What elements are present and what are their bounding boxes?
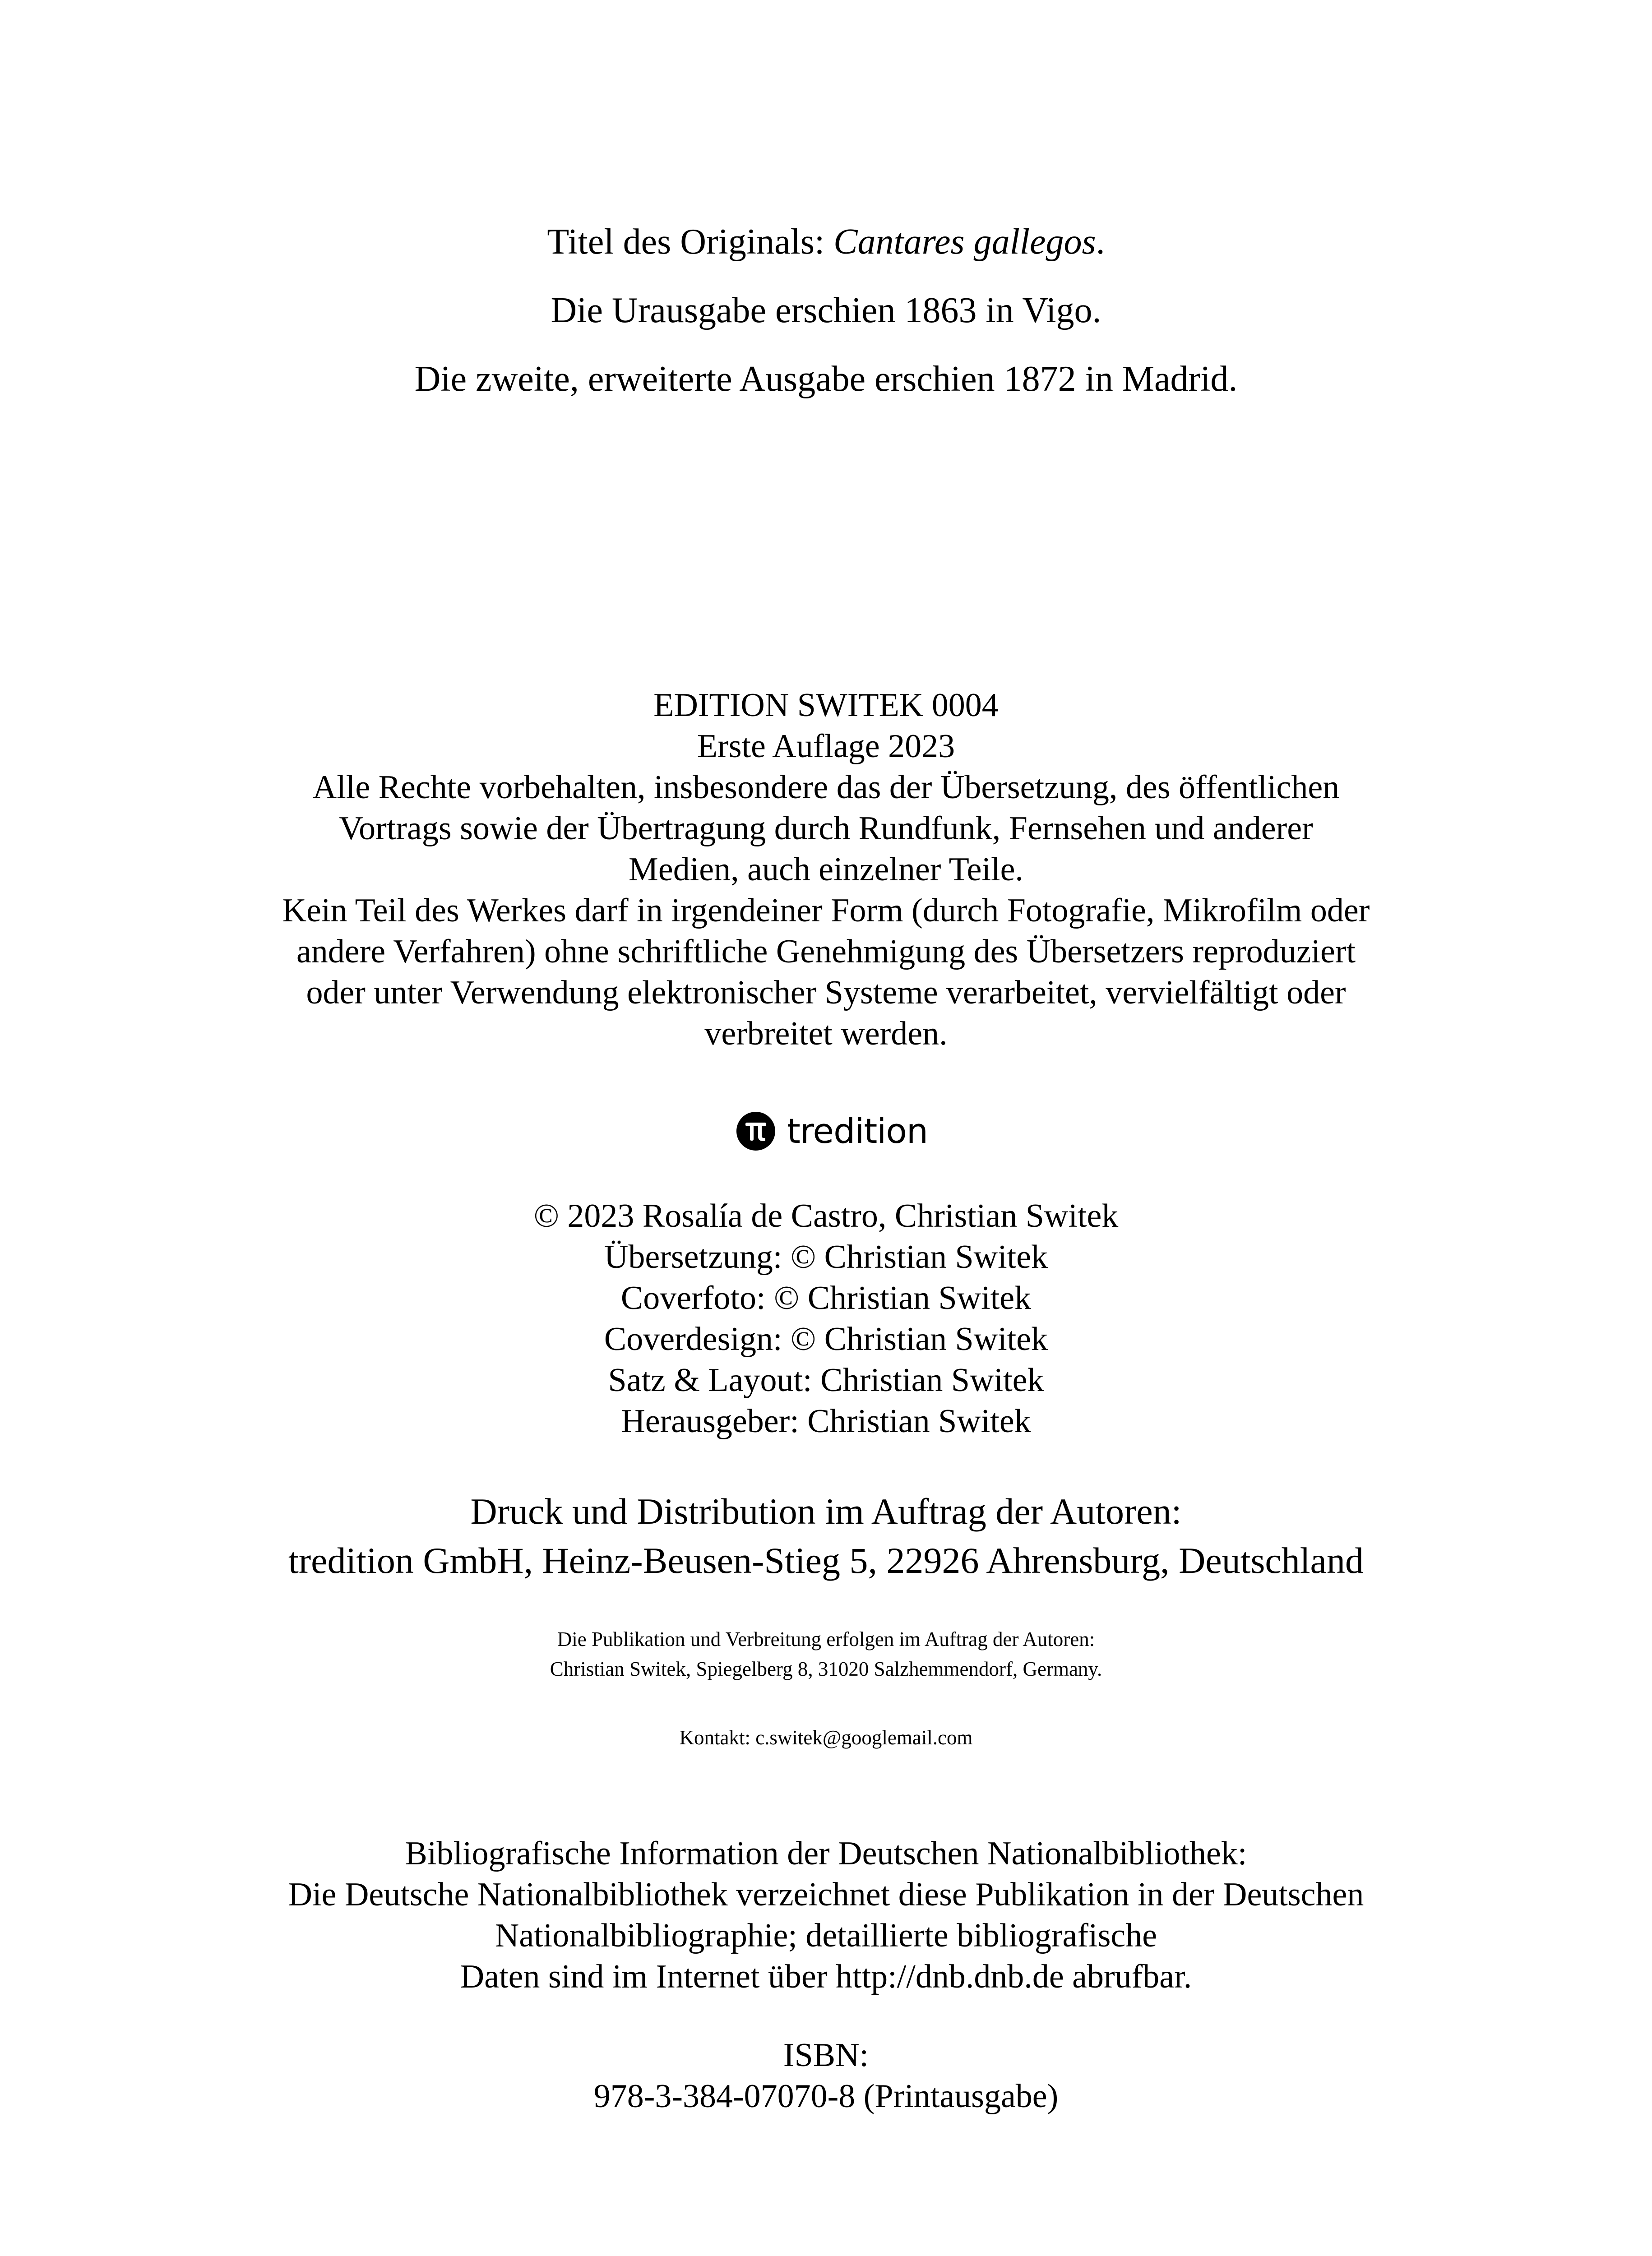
isbn-block	[0, 2035, 1652, 2117]
first-edition-line: Die Urausgabe erschien 1863 in Vigo.	[551, 291, 1101, 330]
copyright-line: © 2023 Rosalía de Castro, Christian Switek	[533, 1197, 1119, 1234]
publication-note-line: Die Publikation und Verbreitung erfolgen im Auftrag der Autoren:	[557, 1628, 1095, 1650]
original-title-suffix: .	[1096, 222, 1105, 262]
isbn-label: ISBN:	[783, 2037, 869, 2074]
print-distribution	[0, 1487, 1652, 1585]
edition-number: Erste Auflage 2023	[697, 728, 955, 765]
original-title-line	[0, 208, 1652, 276]
rights-line: Medien, auch einzelner Teile.	[629, 851, 1023, 888]
rights-line: Alle Rechte vorbehalten, insbesondere das der Übersetzung, des öffentlichen	[312, 769, 1340, 806]
original-title-info	[0, 208, 1652, 413]
isbn-value: 978-3-384-07070-8 (Printausgabe)	[593, 2078, 1059, 2115]
bibliographic-line: Die Deutsche Nationalbibliothek verzeichnet diese Publikation in der Deutschen	[288, 1876, 1364, 1913]
second-edition-line: Die zweite, erweiterte Ausgabe erschien 1872 in Madrid.	[414, 359, 1238, 399]
typesetting-credit: Satz & Layout: Christian Switek	[608, 1362, 1044, 1399]
cover-photo-credit: Coverfoto: © Christian Switek	[620, 1280, 1032, 1317]
bibliographic-line: Daten sind im Internet über http://dnb.dnb.de abrufbar.	[460, 1958, 1192, 1995]
publisher-logo	[736, 1111, 928, 1151]
bibliographic-info	[0, 1833, 1652, 1997]
rights-line: verbreitet werden.	[704, 1015, 948, 1052]
original-title: Cantares gallegos	[833, 222, 1096, 262]
edition-rights-notice	[0, 685, 1652, 1054]
rights-line: Kein Teil des Werkes darf in irgendeiner Form (durch Fotografie, Mikrofilm oder	[282, 892, 1370, 929]
credits	[0, 1196, 1652, 1442]
rights-line: andere Verfahren) ohne schriftliche Genehmigung des Übersetzers reproduziert	[296, 933, 1356, 970]
print-distribution-heading: Druck und Distribution im Auftrag der Autoren:	[470, 1491, 1182, 1532]
publication-note	[0, 1624, 1652, 1684]
bibliographic-heading: Bibliografische Information der Deutschen Nationalbibliothek:	[405, 1835, 1247, 1872]
bibliographic-line: Nationalbibliographie; detaillierte bibliografische	[495, 1917, 1157, 1954]
author-address: Christian Switek, Spiegelberg 8, 31020 Salzhemmendorf, Germany.	[550, 1658, 1102, 1680]
original-title-prefix: Titel des Originals:	[547, 222, 834, 262]
editor-credit: Herausgeber: Christian Switek	[621, 1403, 1031, 1440]
rights-line: Vortrags sowie der Übertragung durch Rundfunk, Fernsehen und anderer	[339, 810, 1313, 847]
tredition-logo-icon	[736, 1112, 775, 1151]
contact-email: Kontakt: c.switek@googlemail.com	[679, 1726, 973, 1749]
printer-address: tredition GmbH, Heinz-Beusen-Stieg 5, 22926 Ahrensburg, Deutschland	[288, 1540, 1364, 1581]
cover-design-credit: Coverdesign: © Christian Switek	[604, 1321, 1048, 1358]
rights-line: oder unter Verwendung elektronischer Systeme verarbeitet, vervielfältigt oder	[306, 974, 1346, 1011]
edition-series: EDITION SWITEK 0004	[653, 687, 999, 724]
contact-info	[0, 1723, 1652, 1752]
translation-credit: Übersetzung: © Christian Switek	[604, 1239, 1048, 1276]
tredition-wordmark: tredition	[787, 1111, 928, 1151]
